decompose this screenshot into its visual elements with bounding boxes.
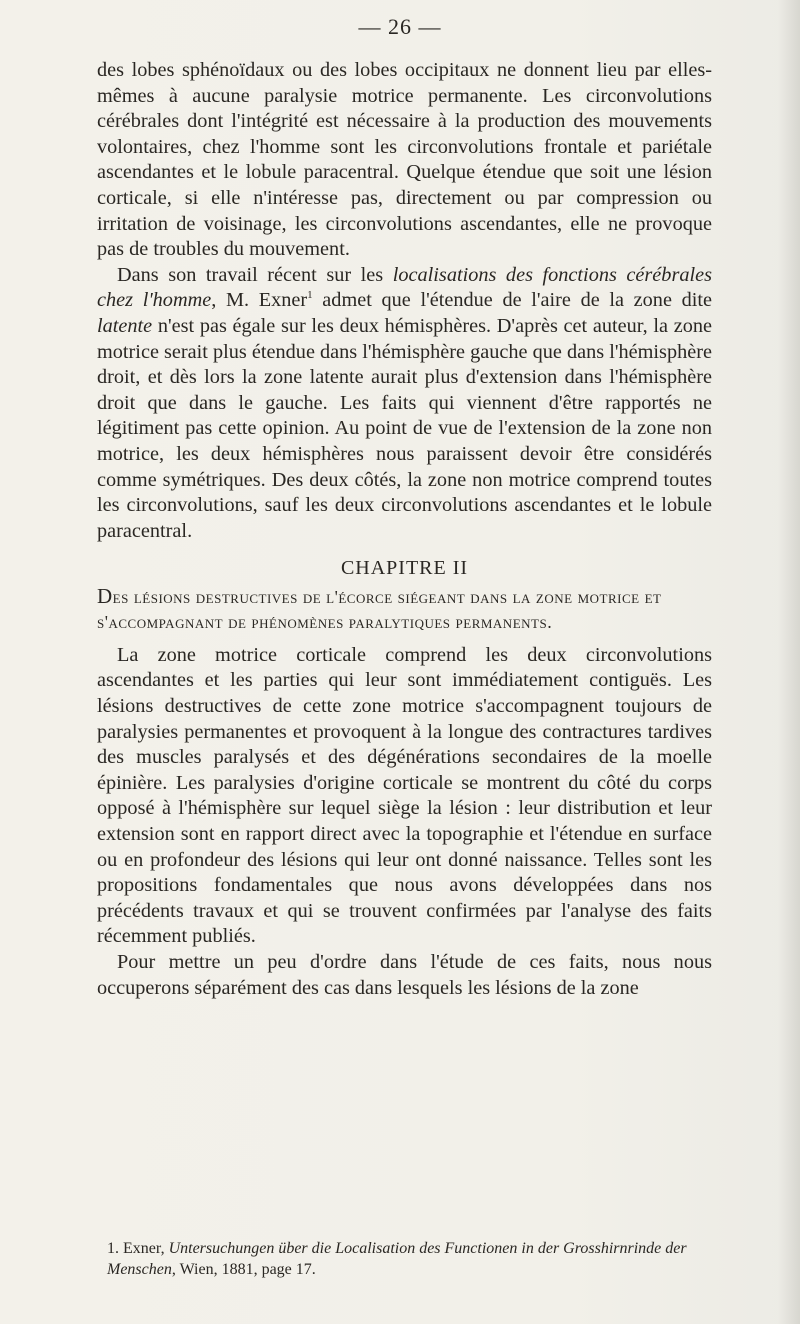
footnote <box>97 1238 712 1280</box>
chapter-subtitle-text: es lésions destructives de l'écorce siégeant dans la zone motrice et s'accompagnant de phénomènes paralytiques permanents. <box>97 586 662 632</box>
footnote-title: Untersuchungen über die Localisation des Functionen in der Grosshirnrinde der Menschen <box>107 1240 687 1278</box>
paragraph-1 <box>97 58 712 263</box>
chapter-title: CHAPITRE II <box>340 557 469 580</box>
paragraph-2-text-a: Dans son travail récent sur les <box>117 263 393 286</box>
footnote-lead: 1. Exner, <box>107 1240 169 1257</box>
work-title-italic: localisations des fonctions cérébrales chez l'homme <box>97 263 713 312</box>
page-edge-shadow <box>778 0 800 1324</box>
latente-italic: latente <box>97 314 153 337</box>
page-number: — 26 — <box>358 14 442 39</box>
chapter-subtitle-initial: D <box>97 583 113 608</box>
paragraph-2-text-b: , M. Exner <box>211 289 308 312</box>
footnote-marker: 1 <box>307 289 313 302</box>
paragraph-1-text: des lobes sphénoïdaux ou des lobes occipitaux ne donnent lieu par elles-mêmes à aucune paralysie motrice permanente. Les circonvolutions cérébrales dont l'intégrité est nécessaire à la production des mouvements volontaires, chez l'homme sont les circonvolutions frontale et pariétale ascendantes et le lobule paracentral. Quelque étendue que soit une lésion corticale, si elle n'intéresse pas, directement ou par compression ou irritation de voisinage, les circonvolutions ascendantes, elle ne provoque pas de troubles du mouvement. <box>97 59 712 261</box>
paragraph-3: La zone motrice corticale comprend les deux circonvolutions ascendantes et les parties qui leur sont immédiatement contiguës. Les lésions destructives de cette zone motrice s'accompagnent toujours de paralysies permanentes et provoquent à la longue des contractures tardives des muscles paralysés et des dégénérations secondaires de la moelle épinière. Les paralysies d'origine corticale se montrent du côté du corps opposé à l'hémisphère sur lequel siège la lésion : leur distribution et leur extension sont en rapport direct avec la topographie et l'étendue en surface ou en profondeur des lésions qui leur ont donné naissance. Telles sont les propositions fondamentales que nous avons développées dans nos précédents travaux et qui se trouvent confirmées par l'analyse des faits récemment publiés. <box>97 643 712 948</box>
paragraph-4: Pour mettre un peu d'ordre dans l'étude de ces faits, nous nous occuperons séparément des cas dans lesquels les lésions de la zone <box>97 951 712 999</box>
chapter-subtitle <box>97 584 712 635</box>
footnote-text <box>97 1238 712 1280</box>
body-text <box>97 58 712 1001</box>
footnote-tail: , Wien, 1881, page 17. <box>171 1261 316 1278</box>
paragraph-2-text-c: admet que l'étendue de l'aire de la zone dite <box>312 289 713 312</box>
paragraph-2 <box>97 263 712 545</box>
paragraph-2-text-d: n'est pas égale sur les deux hémisphères. D'après cet auteur, la zone motrice serait plus étendue dans l'hémisphère gauche que dans l'hémisphère droit, et dès lors la zone latente aurait plus d'extension dans l'hémisphère droit que dans le gauche. Les faits qui viennent d'être rapportés ne légitiment pas cette opinion. Au point de vue de l'extension de la zone non motrice, les deux hémisphères nous paraissent devoir être considérés comme symétriques. Des deux côtés, la zone non motrice comprend toutes les circonvolutions, sauf les deux circonvolutions ascendantes et le lobule paracentral. <box>97 314 712 542</box>
